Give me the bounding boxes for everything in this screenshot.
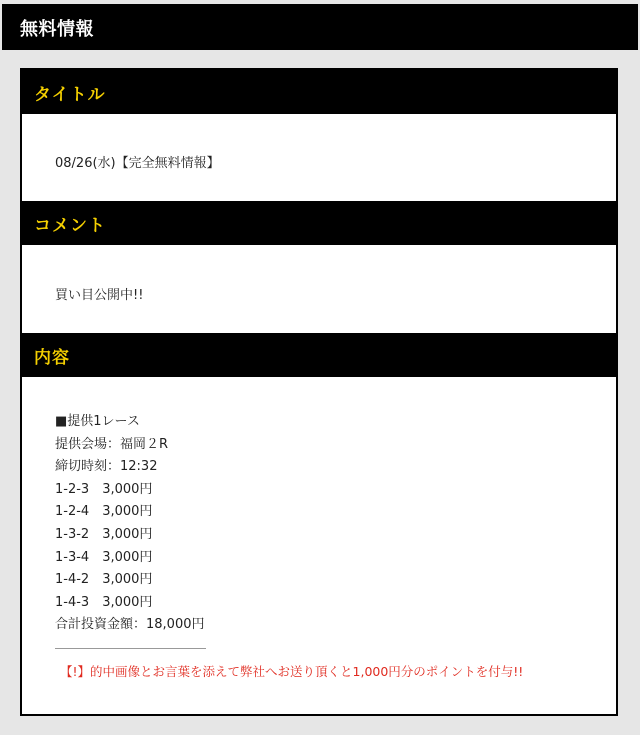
content-line: 1-3-2 3,000円 xyxy=(55,526,153,542)
comment-text: 買い目公開中!! xyxy=(55,288,144,303)
content-line: 1-2-3 3,000円 xyxy=(55,481,153,497)
section-header-title xyxy=(22,70,616,114)
point-notice: 【!】的中画像とお言葉を添えて弊社へお送り頂くと1,000円分のポイントを付与!! xyxy=(60,664,524,679)
info-card xyxy=(20,68,618,716)
section-heading-comment: コメント xyxy=(34,216,106,236)
content-line: 1-2-4 3,000円 xyxy=(55,504,153,520)
section-heading-content: 内容 xyxy=(34,348,70,368)
content-line: 締切時刻：12:32 xyxy=(55,459,158,475)
content-line: 1-3-4 3,000円 xyxy=(55,549,153,565)
content-line: 合計投資金額：18,000円 xyxy=(55,617,205,633)
content-line: 1-4-2 3,000円 xyxy=(55,572,153,588)
content-line: ■提供1レース xyxy=(55,414,140,429)
section-heading-title: タイトル xyxy=(34,85,106,105)
section-header-comment xyxy=(22,201,616,245)
page-title: 無料情報 xyxy=(20,19,94,40)
content-line: 提供会場：福岡２R xyxy=(55,436,169,452)
content-line: 1-4-3 3,000円 xyxy=(55,594,153,610)
section-header-content xyxy=(22,333,616,377)
page-header xyxy=(2,4,638,50)
title-text: 08/26(水)【完全無料情報】 xyxy=(55,156,220,171)
content-lines xyxy=(55,410,205,636)
divider xyxy=(55,648,206,649)
